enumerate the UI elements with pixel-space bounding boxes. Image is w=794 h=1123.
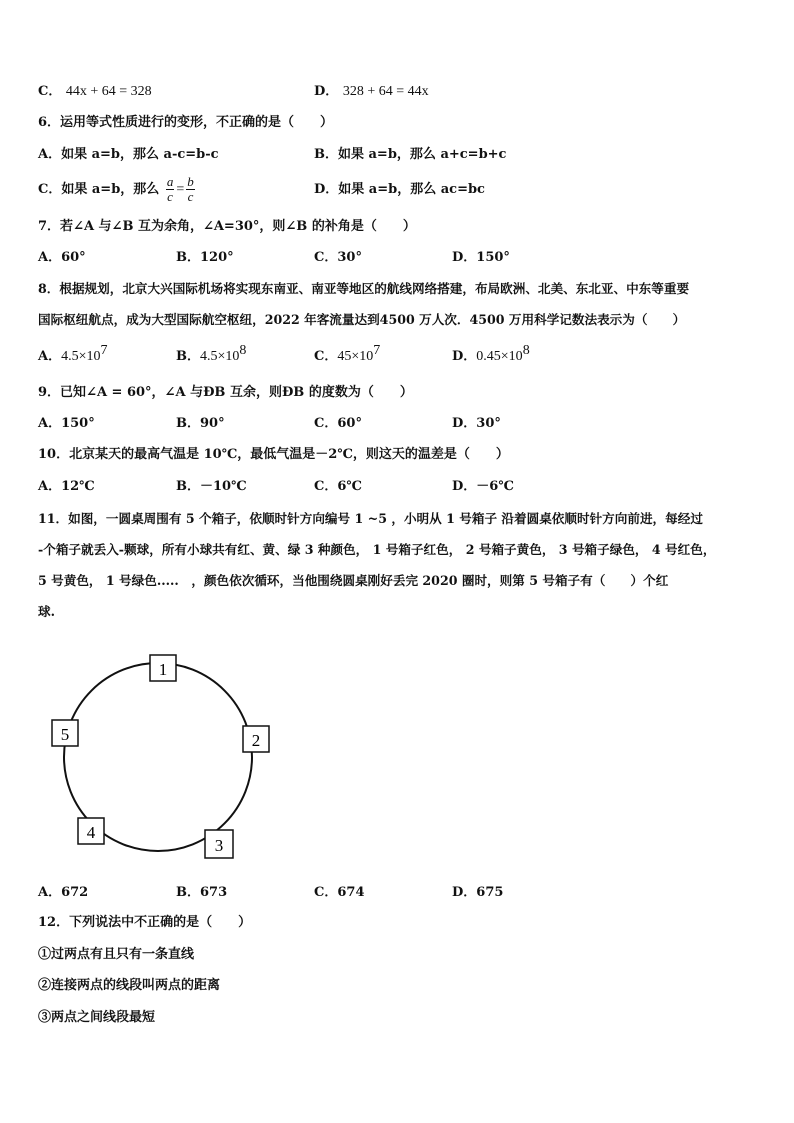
q10-option-d: D．－6℃ bbox=[452, 479, 514, 494]
q10-option-b: B．－10℃ bbox=[176, 479, 247, 494]
box-2-label: 2 bbox=[251, 731, 261, 750]
q6-option-d: D．如果 a=b，那么 ac=bc bbox=[314, 182, 485, 197]
q11-stem-line1: 11．如图，一圆桌周围有 5 个箱子，依顺时针方向编号 1 ~5 ，小明从 1 号箱子 沿着圆桌依顺时针方向前进，每经过 bbox=[38, 511, 703, 526]
box-4-label: 4 bbox=[86, 823, 96, 842]
q11-option-b: B．673 bbox=[176, 885, 228, 900]
q9-option-a: A．150° bbox=[38, 416, 95, 431]
q7-stem: 7．若∠A 与∠B 互为余角，∠A=30°，则∠B 的补角是（ ） bbox=[38, 219, 416, 234]
box-3 bbox=[205, 830, 233, 858]
q11-option-d: D．675 bbox=[452, 885, 504, 900]
fraction-b-over-c: $\frac{b}{c}$ bbox=[187, 174, 194, 204]
q6-option-c-prefix: C．如果 a=b，那么 bbox=[38, 182, 160, 197]
q8-option-c: C．$45\times 10^7$ bbox=[314, 343, 381, 364]
equals-sign: = bbox=[176, 182, 185, 197]
box-5 bbox=[52, 720, 78, 746]
q6-option-a: A．如果 a=b，那么 a-c=b-c bbox=[38, 147, 219, 162]
box-1 bbox=[150, 655, 176, 681]
q12-stem: 12．下列说法中不正确的是（ ） bbox=[38, 915, 252, 930]
q7-option-c: C．30° bbox=[314, 250, 362, 265]
q11-option-c: C．674 bbox=[314, 885, 365, 900]
q11-round-table-figure bbox=[40, 645, 280, 865]
q12-statement-3: ③两点之间线段最短 bbox=[38, 1010, 156, 1025]
q5-option-d bbox=[314, 83, 429, 101]
q11-stem-line4: 球. bbox=[38, 604, 55, 619]
q9-option-d: D．30° bbox=[452, 416, 501, 431]
q6-option-c bbox=[38, 174, 197, 206]
q8-stem-line2: 国际枢纽航点，成为大型国际航空枢纽，2022 年客流量达到4500 万人次．4500 万用科学记数法表示为（ ） bbox=[38, 312, 686, 327]
q5-option-d-equation: 328 + 64 = 44x bbox=[342, 84, 429, 99]
box-4 bbox=[78, 818, 104, 844]
q5-option-d-label: D． bbox=[314, 84, 339, 99]
box-3-label: 3 bbox=[214, 836, 224, 855]
q10-stem: 10．北京某天的最高气温是 10℃，最低气温是－2℃，则这天的温差是（ ） bbox=[38, 447, 509, 462]
q11-stem-line2: -个箱子就丢入-颗球，所有小球共有红、黄、绿 3 种颜色， 1 号箱子红色， 2 号箱子黄色， 3 号箱子绿色， 4 号红色， bbox=[38, 542, 716, 557]
q7-option-d: D．150° bbox=[452, 250, 510, 265]
q9-option-c: C．60° bbox=[314, 416, 362, 431]
q7-option-b: B．120° bbox=[176, 250, 234, 265]
box-1-label: 1 bbox=[158, 660, 168, 679]
q5-option-c-equation: 44x + 64 = 328 bbox=[65, 84, 152, 99]
fraction-a-over-c: $\frac{a}{c}$ bbox=[166, 174, 174, 204]
q5-option-c-label: C． bbox=[38, 84, 62, 99]
q5-option-c bbox=[38, 83, 152, 101]
q7-option-a: A．60° bbox=[38, 250, 86, 265]
q9-stem: 9．已知∠A = 60°，∠A 与ÐB 互余，则ÐB 的度数为（ ） bbox=[38, 385, 413, 400]
q8-option-d: D．$0.45\times 10^8$ bbox=[452, 343, 530, 364]
box-2 bbox=[243, 726, 269, 752]
box-5-label: 5 bbox=[60, 725, 70, 744]
q12-statement-1: ①过两点有且只有一条直线 bbox=[38, 947, 195, 962]
q11-option-a: A．672 bbox=[38, 885, 89, 900]
q9-option-b: B．90° bbox=[176, 416, 225, 431]
q6-stem: 6．运用等式性质进行的变形，不正确的是（ ） bbox=[38, 115, 334, 130]
q11-stem-line3: 5 号黄色， 1 号绿色..... ，颜色依次循环，当他围绕圆桌刚好丢完 2020 圈时，则第 5 号箱子有（ ）个红 bbox=[38, 573, 669, 588]
q12-statement-2: ②连接两点的线段叫两点的距离 bbox=[38, 978, 221, 993]
q8-option-a: A．$4.5\times 10^7$ bbox=[38, 343, 108, 364]
q8-stem-line1: 8．根据规划，北京大兴国际机场将实现东南亚、南亚等地区的航线网络搭建，布局欧洲、北美、东北亚、中东等重要 bbox=[38, 281, 690, 296]
q10-option-a: A．12℃ bbox=[38, 479, 95, 494]
q10-option-c: C．6℃ bbox=[314, 479, 362, 494]
q6-option-b: B．如果 a=b，那么 a+c=b+c bbox=[314, 147, 507, 162]
q8-option-b: B．$4.5\times 10^8$ bbox=[176, 343, 247, 364]
